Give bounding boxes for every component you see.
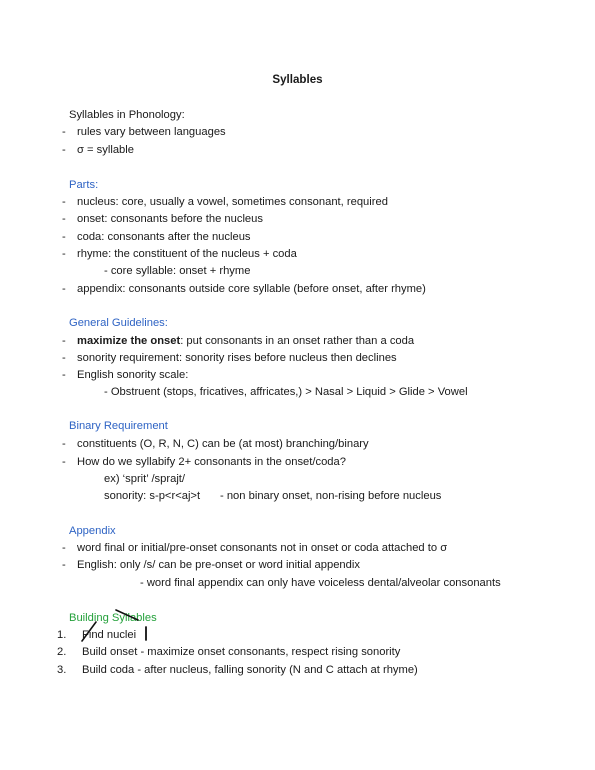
example-line: ex) ‘sprit’ /sprajt/ xyxy=(104,473,186,485)
sub-item: - core syllable: onset + rhyme xyxy=(104,265,251,277)
bullet: - xyxy=(62,369,66,381)
list-item: sonority requirement: sonority rises before nucleus then declines xyxy=(77,352,397,364)
list-item: rhyme: the constituent of the nucleus + coda xyxy=(77,248,297,260)
list-item-rest: : put consonants in an onset rather than a coda xyxy=(180,335,415,347)
bullet: - xyxy=(62,542,66,554)
step-text: Build coda - after nucleus, falling sonority (N and C attach at rhyme) xyxy=(82,664,418,676)
parts-heading: Parts: xyxy=(69,179,99,191)
binary-heading: Binary Requirement xyxy=(69,420,168,432)
list-item: English sonority scale: xyxy=(77,369,189,381)
bullet: - xyxy=(62,438,66,450)
sonority-line: sonority: s-p<r<aj>t xyxy=(104,490,201,502)
bullet: - xyxy=(62,213,66,225)
list-item: How do we syllabify 2+ consonants in the onset/coda? xyxy=(77,456,346,468)
building-heading: Building Syllables xyxy=(69,612,157,624)
pen-stroke-dash xyxy=(116,610,138,620)
pen-stroke-slash xyxy=(82,622,96,641)
appendix-heading: Appendix xyxy=(69,525,116,537)
list-item: word final or initial/pre-onset consonants not in onset or coda attached to σ xyxy=(77,542,448,554)
list-item: constituents (O, R, N, C) can be (at most) branching/binary xyxy=(77,438,369,450)
intro-heading: Syllables in Phonology: xyxy=(69,109,185,121)
bullet: - xyxy=(62,352,66,364)
guidelines-heading: General Guidelines: xyxy=(69,317,168,329)
sonority-note: - non binary onset, non-rising before nucleus xyxy=(220,490,442,502)
list-item: σ = syllable xyxy=(77,144,134,156)
step-text: Build onset - maximize onset consonants, respect rising sonority xyxy=(82,646,401,658)
bullet: - xyxy=(62,335,66,347)
sub-item: - Obstruent (stops, fricatives, affricates,) > Nasal > Liquid > Glide > Vowel xyxy=(104,386,468,398)
bullet: - xyxy=(62,126,66,138)
bullet: - xyxy=(62,196,66,208)
bullet: - xyxy=(62,248,66,260)
page-title: Syllables xyxy=(272,73,323,86)
list-item: onset: consonants before the nucleus xyxy=(77,213,263,225)
bold-lead: maximize the onset xyxy=(77,335,181,347)
list-item: English: only /s/ can be pre-onset or word initial appendix xyxy=(77,559,360,571)
bullet: - xyxy=(62,559,66,571)
bullet: - xyxy=(62,283,66,295)
step-number: 3. xyxy=(57,664,67,676)
sub-item: - word final appendix can only have voiceless dental/alveolar consonants xyxy=(140,577,501,589)
step-number: 1. xyxy=(57,629,67,641)
bullet: - xyxy=(62,456,66,468)
list-item: rules vary between languages xyxy=(77,126,226,138)
list-item: appendix: consonants outside core syllable (before onset, after rhyme) xyxy=(77,283,426,295)
step-text: Find nuclei xyxy=(82,629,137,641)
bullet: - xyxy=(62,231,66,243)
step-number: 2. xyxy=(57,646,67,658)
list-item: nucleus: core, usually a vowel, sometimes consonant, required xyxy=(77,196,388,208)
bullet: - xyxy=(62,144,66,156)
list-item: coda: consonants after the nucleus xyxy=(77,231,251,243)
